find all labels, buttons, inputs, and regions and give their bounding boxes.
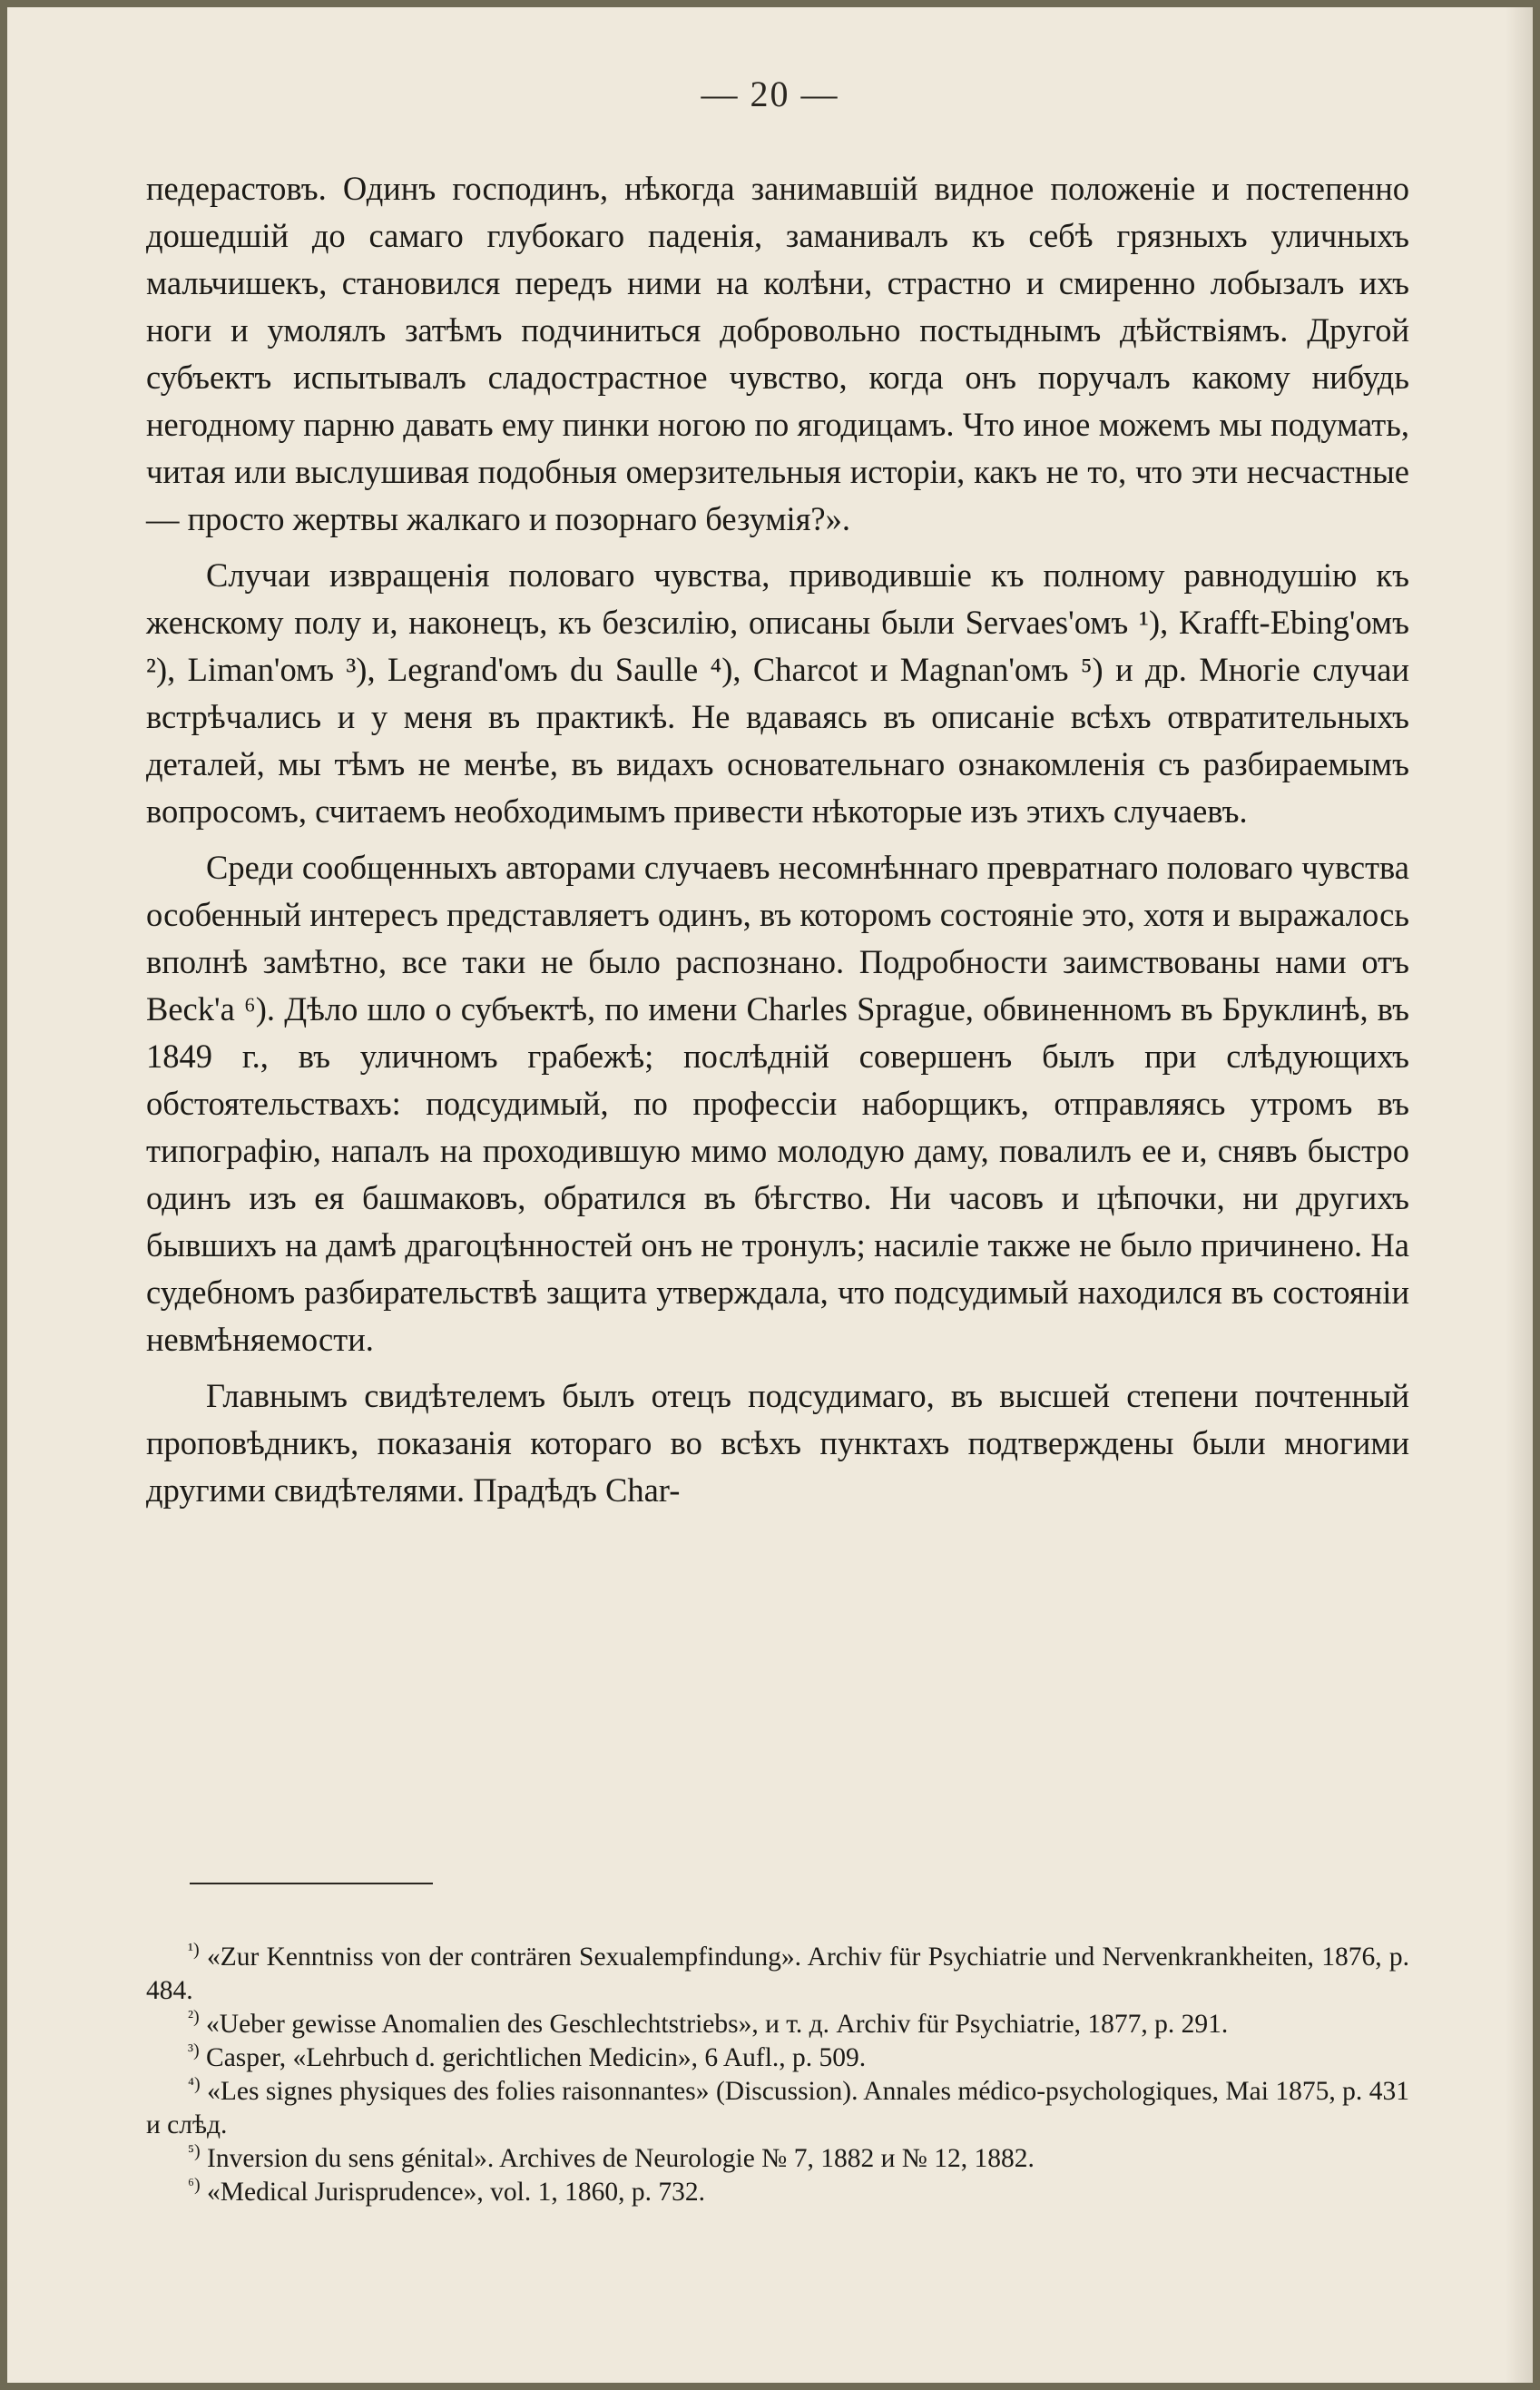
body-text: [146, 165, 1409, 1523]
footnote-mark: ²): [188, 2007, 200, 2028]
footnote-mark: ⁵): [188, 2141, 201, 2162]
footnote-text: «Zur Kenntniss von der conträren Sexualempfindung». Archiv für Psychiatrie und Nervenkrankheiten, 1876, p. 484.: [146, 1942, 1410, 2005]
footnote-text: Inversion du sens génital». Archives de Neurologie № 7, 1882 и № 12, 1882.: [207, 2144, 1035, 2173]
page-edge-shadow: [1506, 7, 1533, 2383]
paragraph: Случаи извращенія половаго чувства, приводившіе къ полному равнодушію къ женскому полу и, наконецъ, къ безсилію, описаны были Servaes'омъ ¹), Krafft-Ebing'омъ ²), Liman'омъ ³), Legrand'омъ du Saulle ⁴), Charcot и Magnan'омъ ⁵) и др. Многіе случаи встрѣчались и у меня въ практикѣ. Не вдаваясь въ описаніе всѣхъ отвратительныхъ деталей, мы тѣмъ не менѣе, въ видахъ основательнаго ознакомленія съ разбираемымъ вопросомъ, считаемъ необходимымъ привести нѣкоторые изъ этихъ случаевъ.: [146, 556, 1409, 830]
footnote: [146, 2041, 1409, 2075]
footnote-mark: ³): [188, 2041, 200, 2061]
footnote: [146, 2176, 1409, 2209]
footnote: [146, 2075, 1409, 2142]
footnote: [146, 2142, 1409, 2176]
footnote: [146, 2008, 1409, 2041]
paragraph: Среди сообщенныхъ авторами случаевъ несомнѣннаго превратнаго половаго чувства особенный интересъ представляетъ одинъ, въ которомъ состояніе это, хотя и выражалось вполнѣ замѣтно, все таки не было распознано. Подробности заимствованы нами отъ Beck'a ⁶). Дѣло шло о субъектѣ, по имени Charles Sprague, обвиненномъ въ Бруклинѣ, въ 1849 г., въ уличномъ грабежѣ; послѣдній совершенъ былъ при слѣдующихъ обстоятельствахъ: подсудимый, по профессіи наборщикъ, отправляясь утромъ въ типографію, напалъ на проходившую мимо молодую даму, повалилъ ее и, снявъ быстро одинъ изъ ея башмаковъ, обратился въ бѣгство. Ни часовъ и цѣпочки, ни другихъ бывшихъ на дамѣ драгоцѣнностей онъ не тронулъ; насиліе также не было причинено. На судебномъ разбирательствѣ защита утверждала, что подсудимый находился въ состояніи невмѣняемости.: [146, 849, 1409, 1358]
footnote-text: Casper, «Lehrbuch d. gerichtlichen Medicin», 6 Aufl., p. 509.: [206, 2043, 867, 2072]
footnote: [146, 1941, 1409, 2008]
footnote-mark: ⁶): [188, 2175, 201, 2196]
paragraph: педерастовъ. Одинъ господинъ, нѣкогда занимавшій видное положеніе и постепенно дошедшій до самаго глубокаго паденія, заманивалъ къ себѣ грязныхъ уличныхъ мальчишекъ, становился передъ ними на колѣни, страстно и смиренно лобызалъ ихъ ноги и умолялъ затѣмъ подчиниться добровольно постыднымъ дѣйствіямъ. Другой субъектъ испытывалъ сладострастное чувство, когда онъ поручалъ какому нибудь негодному парню давать ему пинки ногою по ягодицамъ. Что иное можемъ мы подумать, читая или выслушивая подобныя омерзительныя исторіи, какъ не то, что эти несчастные — просто жертвы жалкаго и позорнаго безумія?».: [146, 170, 1409, 537]
footnote-mark: ¹): [188, 1940, 200, 1961]
footnote-separator: [190, 1883, 433, 1884]
footnotes: [146, 1941, 1409, 2209]
scanned-page: [7, 7, 1533, 2383]
paragraph: Главнымъ свидѣтелемъ былъ отецъ подсудимаго, въ высшей степени почтенный проповѣдникъ, показанія котораго во всѣхъ пунктахъ подтверждены были многими другими свидѣтелями. Прадѣдъ Char-: [146, 1377, 1409, 1509]
page-number: — 20 —: [701, 74, 839, 114]
footnote-text: «Ueber gewisse Anomalien des Geschlechtstriebs», и т. д. Archiv für Psychiatrie, 1877, p. 291.: [206, 2010, 1229, 2039]
footnote-text: «Les signes physiques des folies raisonnantes» (Discussion). Annales médico-psychologiques, Mai 1875, p. 431 и слѣд.: [146, 2077, 1410, 2139]
footnote-mark: ⁴): [188, 2074, 201, 2095]
footnote-text: «Medical Jurisprudence», vol. 1, 1860, p. 732.: [207, 2178, 705, 2207]
